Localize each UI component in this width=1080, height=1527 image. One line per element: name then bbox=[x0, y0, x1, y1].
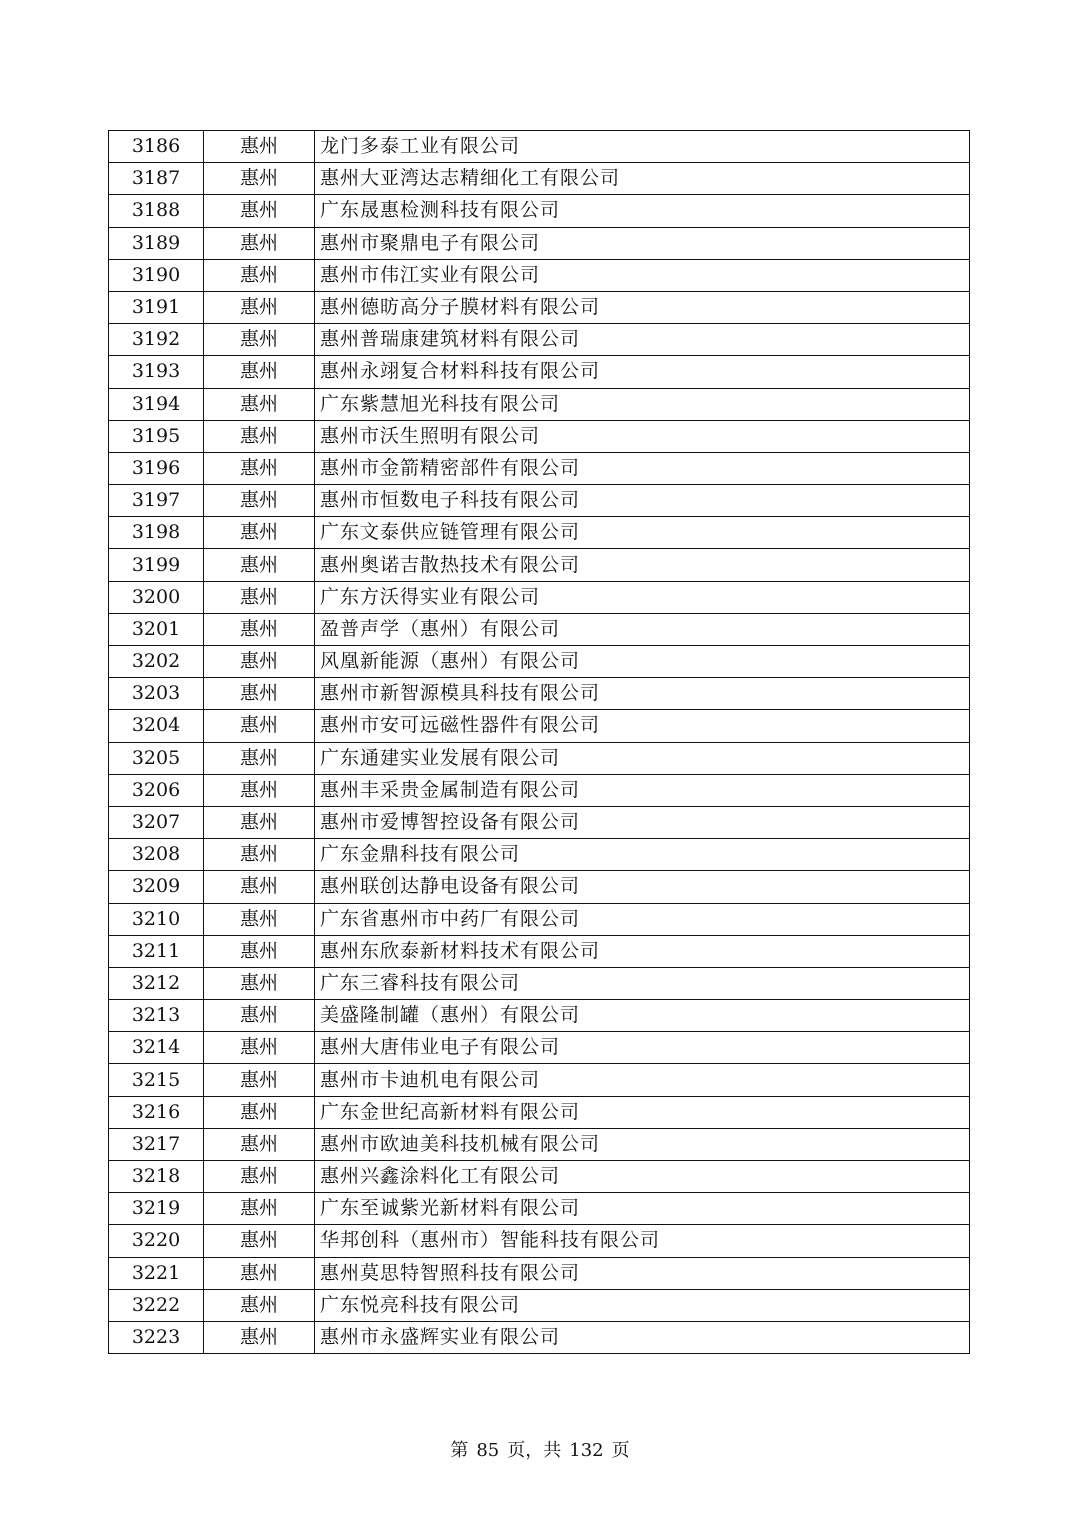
row-number: 3203 bbox=[109, 678, 204, 710]
row-company-name: 惠州普瑞康建筑材料有限公司 bbox=[315, 324, 970, 356]
row-number: 3207 bbox=[109, 806, 204, 838]
row-number: 3223 bbox=[109, 1321, 204, 1353]
row-company-name: 惠州市聚鼎电子有限公司 bbox=[315, 227, 970, 259]
table-row bbox=[109, 388, 970, 420]
row-company-name: 广东三睿科技有限公司 bbox=[315, 967, 970, 999]
row-number: 3197 bbox=[109, 485, 204, 517]
row-company-name: 惠州市金箭精密部件有限公司 bbox=[315, 452, 970, 484]
row-city: 惠州 bbox=[204, 485, 315, 517]
row-company-name: 惠州永翊复合材料科技有限公司 bbox=[315, 356, 970, 388]
row-number: 3213 bbox=[109, 1000, 204, 1032]
row-number: 3196 bbox=[109, 452, 204, 484]
row-company-name: 广东金鼎科技有限公司 bbox=[315, 839, 970, 871]
row-city: 惠州 bbox=[204, 356, 315, 388]
table-row bbox=[109, 324, 970, 356]
row-number: 3219 bbox=[109, 1193, 204, 1225]
table-row bbox=[109, 131, 970, 163]
table-row bbox=[109, 710, 970, 742]
page-footer bbox=[0, 1436, 1080, 1462]
row-number: 3198 bbox=[109, 517, 204, 549]
row-city: 惠州 bbox=[204, 646, 315, 678]
row-company-name: 广东方沃得实业有限公司 bbox=[315, 581, 970, 613]
table-row bbox=[109, 549, 970, 581]
row-company-name: 惠州市新智源模具科技有限公司 bbox=[315, 678, 970, 710]
row-company-name: 广东金世纪高新材料有限公司 bbox=[315, 1096, 970, 1128]
table-row bbox=[109, 581, 970, 613]
row-city: 惠州 bbox=[204, 581, 315, 613]
row-number: 3216 bbox=[109, 1096, 204, 1128]
row-city: 惠州 bbox=[204, 163, 315, 195]
row-city: 惠州 bbox=[204, 613, 315, 645]
row-number: 3186 bbox=[109, 131, 204, 163]
table-row bbox=[109, 678, 970, 710]
row-company-name: 广东通建实业发展有限公司 bbox=[315, 742, 970, 774]
row-company-name: 惠州市沃生照明有限公司 bbox=[315, 420, 970, 452]
row-number: 3218 bbox=[109, 1161, 204, 1193]
row-company-name: 美盛隆制罐（惠州）有限公司 bbox=[315, 1000, 970, 1032]
footer-prefix: 第 bbox=[450, 1440, 469, 1461]
table-row bbox=[109, 485, 970, 517]
row-number: 3194 bbox=[109, 388, 204, 420]
table-row bbox=[109, 967, 970, 999]
row-company-name: 惠州丰采贵金属制造有限公司 bbox=[315, 774, 970, 806]
row-number: 3206 bbox=[109, 774, 204, 806]
row-city: 惠州 bbox=[204, 452, 315, 484]
table-row bbox=[109, 1193, 970, 1225]
table-row bbox=[109, 806, 970, 838]
row-company-name: 广东晟惠检测科技有限公司 bbox=[315, 195, 970, 227]
row-number: 3212 bbox=[109, 967, 204, 999]
current-page: 85 bbox=[476, 1440, 500, 1461]
row-number: 3217 bbox=[109, 1128, 204, 1160]
table-body bbox=[109, 131, 970, 1354]
row-city: 惠州 bbox=[204, 227, 315, 259]
row-city: 惠州 bbox=[204, 903, 315, 935]
row-city: 惠州 bbox=[204, 259, 315, 291]
row-company-name: 惠州奥诺吉散热技术有限公司 bbox=[315, 549, 970, 581]
row-number: 3202 bbox=[109, 646, 204, 678]
row-city: 惠州 bbox=[204, 195, 315, 227]
row-company-name: 广东文泰供应链管理有限公司 bbox=[315, 517, 970, 549]
table-row bbox=[109, 613, 970, 645]
row-city: 惠州 bbox=[204, 710, 315, 742]
row-city: 惠州 bbox=[204, 1000, 315, 1032]
row-company-name: 惠州联创达静电设备有限公司 bbox=[315, 871, 970, 903]
row-company-name: 盈普声学（惠州）有限公司 bbox=[315, 613, 970, 645]
table-row bbox=[109, 839, 970, 871]
row-company-name: 惠州市安可远磁性器件有限公司 bbox=[315, 710, 970, 742]
row-company-name: 广东悦亮科技有限公司 bbox=[315, 1289, 970, 1321]
table-row bbox=[109, 1161, 970, 1193]
row-city: 惠州 bbox=[204, 324, 315, 356]
row-company-name: 广东紫慧旭光科技有限公司 bbox=[315, 388, 970, 420]
row-city: 惠州 bbox=[204, 742, 315, 774]
row-company-name: 惠州兴鑫涂料化工有限公司 bbox=[315, 1161, 970, 1193]
row-number: 3210 bbox=[109, 903, 204, 935]
table-row bbox=[109, 1321, 970, 1353]
row-number: 3222 bbox=[109, 1289, 204, 1321]
row-city: 惠州 bbox=[204, 1193, 315, 1225]
row-city: 惠州 bbox=[204, 774, 315, 806]
row-city: 惠州 bbox=[204, 388, 315, 420]
row-company-name: 惠州大亚湾达志精细化工有限公司 bbox=[315, 163, 970, 195]
table-row bbox=[109, 871, 970, 903]
row-number: 3192 bbox=[109, 324, 204, 356]
table-row bbox=[109, 742, 970, 774]
row-number: 3195 bbox=[109, 420, 204, 452]
row-city: 惠州 bbox=[204, 935, 315, 967]
row-company-name: 惠州市伟江实业有限公司 bbox=[315, 259, 970, 291]
table-row bbox=[109, 452, 970, 484]
row-company-name: 广东省惠州市中药厂有限公司 bbox=[315, 903, 970, 935]
row-number: 3204 bbox=[109, 710, 204, 742]
row-number: 3214 bbox=[109, 1032, 204, 1064]
row-city: 惠州 bbox=[204, 806, 315, 838]
company-list-table bbox=[108, 130, 970, 1354]
row-company-name: 惠州市爱博智控设备有限公司 bbox=[315, 806, 970, 838]
table-row bbox=[109, 259, 970, 291]
row-company-name: 龙门多泰工业有限公司 bbox=[315, 131, 970, 163]
row-city: 惠州 bbox=[204, 1128, 315, 1160]
row-city: 惠州 bbox=[204, 967, 315, 999]
row-number: 3208 bbox=[109, 839, 204, 871]
row-company-name: 惠州市永盛辉实业有限公司 bbox=[315, 1321, 970, 1353]
row-company-name: 惠州市恒数电子科技有限公司 bbox=[315, 485, 970, 517]
row-number: 3189 bbox=[109, 227, 204, 259]
row-number: 3193 bbox=[109, 356, 204, 388]
row-city: 惠州 bbox=[204, 1289, 315, 1321]
row-city: 惠州 bbox=[204, 1321, 315, 1353]
row-number: 3211 bbox=[109, 935, 204, 967]
row-number: 3190 bbox=[109, 259, 204, 291]
table-row bbox=[109, 1225, 970, 1257]
table-row bbox=[109, 356, 970, 388]
table-row bbox=[109, 227, 970, 259]
row-number: 3200 bbox=[109, 581, 204, 613]
row-company-name: 惠州德昉高分子膜材料有限公司 bbox=[315, 291, 970, 323]
row-number: 3188 bbox=[109, 195, 204, 227]
table-row bbox=[109, 1032, 970, 1064]
row-number: 3221 bbox=[109, 1257, 204, 1289]
row-number: 3191 bbox=[109, 291, 204, 323]
row-company-name: 惠州市卡迪机电有限公司 bbox=[315, 1064, 970, 1096]
table-row bbox=[109, 903, 970, 935]
footer-mid: 页，共 bbox=[507, 1440, 562, 1461]
footer-suffix: 页 bbox=[611, 1440, 630, 1461]
table-row bbox=[109, 420, 970, 452]
row-city: 惠州 bbox=[204, 420, 315, 452]
row-city: 惠州 bbox=[204, 1064, 315, 1096]
row-city: 惠州 bbox=[204, 678, 315, 710]
table-row bbox=[109, 291, 970, 323]
row-company-name: 广东至诚紫光新材料有限公司 bbox=[315, 1193, 970, 1225]
row-city: 惠州 bbox=[204, 131, 315, 163]
table-row bbox=[109, 517, 970, 549]
row-city: 惠州 bbox=[204, 549, 315, 581]
row-city: 惠州 bbox=[204, 1032, 315, 1064]
row-number: 3220 bbox=[109, 1225, 204, 1257]
row-city: 惠州 bbox=[204, 839, 315, 871]
row-city: 惠州 bbox=[204, 871, 315, 903]
row-number: 3209 bbox=[109, 871, 204, 903]
table-row bbox=[109, 1064, 970, 1096]
row-company-name: 惠州大唐伟业电子有限公司 bbox=[315, 1032, 970, 1064]
row-city: 惠州 bbox=[204, 517, 315, 549]
row-city: 惠州 bbox=[204, 1161, 315, 1193]
row-city: 惠州 bbox=[204, 291, 315, 323]
row-company-name: 华邦创科（惠州市）智能科技有限公司 bbox=[315, 1225, 970, 1257]
table-row bbox=[109, 163, 970, 195]
total-pages: 132 bbox=[569, 1440, 604, 1461]
row-city: 惠州 bbox=[204, 1257, 315, 1289]
row-number: 3215 bbox=[109, 1064, 204, 1096]
row-city: 惠州 bbox=[204, 1225, 315, 1257]
table-row bbox=[109, 1000, 970, 1032]
table-row bbox=[109, 1096, 970, 1128]
table-row bbox=[109, 646, 970, 678]
table-row bbox=[109, 1289, 970, 1321]
row-company-name: 惠州莫思特智照科技有限公司 bbox=[315, 1257, 970, 1289]
row-company-name: 惠州东欣泰新材料技术有限公司 bbox=[315, 935, 970, 967]
row-number: 3205 bbox=[109, 742, 204, 774]
table-row bbox=[109, 774, 970, 806]
row-city: 惠州 bbox=[204, 1096, 315, 1128]
table-row bbox=[109, 1257, 970, 1289]
table-row bbox=[109, 935, 970, 967]
row-number: 3201 bbox=[109, 613, 204, 645]
row-company-name: 风凰新能源（惠州）有限公司 bbox=[315, 646, 970, 678]
table-row bbox=[109, 195, 970, 227]
row-number: 3187 bbox=[109, 163, 204, 195]
table-row bbox=[109, 1128, 970, 1160]
row-number: 3199 bbox=[109, 549, 204, 581]
row-company-name: 惠州市欧迪美科技机械有限公司 bbox=[315, 1128, 970, 1160]
